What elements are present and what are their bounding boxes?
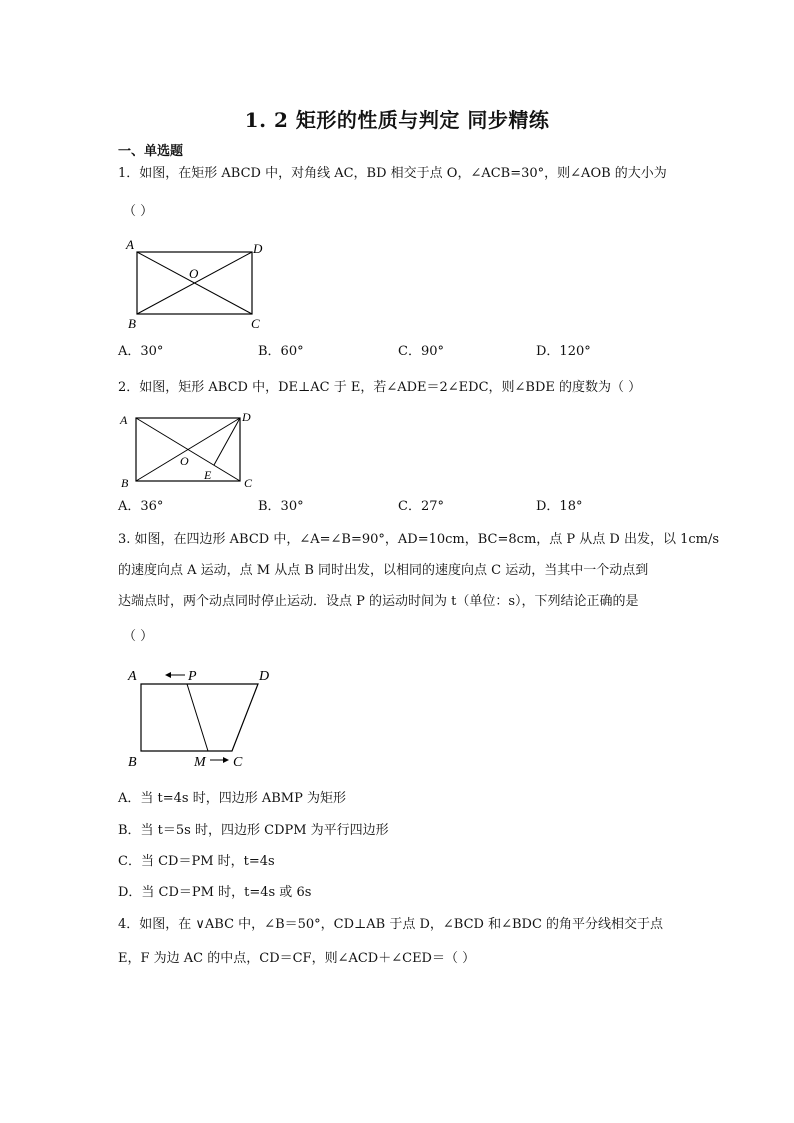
- q2-label-e: E: [204, 468, 212, 482]
- q3-label-c: C: [233, 755, 243, 770]
- q2-stem-line1: 2．如图，矩形 ABCD 中，DE⊥AC 于 E，若∠ADE＝2∠EDC，则∠BDE 的度数为（ ）: [118, 380, 642, 395]
- q1-label-c: C: [251, 316, 260, 331]
- q2-label-c: C: [244, 476, 253, 490]
- q2-label-o: O: [180, 454, 189, 468]
- q3-stem-line4: （ ）: [123, 629, 154, 644]
- q3-trapezoid-diagram: [120, 662, 290, 770]
- q4-stem-line1: 4．如图，在 ∨ABC 中，∠B＝50°，CD⊥AB 于点 D，∠BCD 和∠BDC 的角平分线相交于点: [118, 917, 664, 932]
- q1-option-d: D．120°: [536, 344, 591, 359]
- q3-stem-line2: 的速度向点 A 运动，点 M 从点 B 同时出发，以相同的速度向点 C 运动，当其中一个动点到: [118, 563, 649, 578]
- q2-label-a: A: [120, 413, 128, 427]
- q1-label-d: D: [253, 241, 263, 256]
- q2-option-d: D．18°: [536, 499, 583, 514]
- q3-segment-pm: [187, 684, 208, 751]
- q3-label-m: M: [194, 755, 206, 770]
- q3-stem-line3: 达端点时，两个动点同时停止运动．设点 P 的运动时间为 t（单位：s），下列结论正确的是: [118, 594, 639, 609]
- q2-option-b: B．30°: [258, 499, 304, 514]
- q2-rectangle-diagram: [116, 406, 266, 492]
- q1-option-b: B．60°: [258, 344, 304, 359]
- q3-option-c: C．当 CD＝PM 时，t=4s: [118, 854, 275, 869]
- q1-figure: [120, 236, 280, 336]
- q1-label-a: A: [126, 237, 134, 252]
- q1-label-b: B: [128, 316, 136, 331]
- q1-option-c: C．90°: [398, 344, 444, 359]
- q1-stem-line2: （ ）: [123, 204, 154, 219]
- q1-stem-line1: 1．如图，在矩形 ABCD 中，对角线 AC，BD 相交于点 O，∠ACB=30°，则∠AOB 的大小为: [118, 166, 667, 181]
- q3-label-a: A: [128, 669, 137, 684]
- q2-label-d: D: [242, 410, 251, 424]
- q2-label-b: B: [121, 476, 129, 490]
- q2-option-c: C．27°: [398, 499, 444, 514]
- q3-option-d: D．当 CD＝PM 时，t=4s 或 6s: [118, 885, 312, 900]
- q1-rectangle-diagram: [120, 236, 280, 336]
- q3-quadrilateral-abcd: [141, 684, 258, 751]
- section-heading: 一、单选题: [118, 144, 184, 159]
- q3-option-a: A．当 t=4s 时，四边形 ABMP 为矩形: [118, 791, 346, 806]
- page-title: 1. 2 矩形的性质与判定 同步精练: [244, 108, 550, 132]
- q2-segment-de: [214, 418, 240, 465]
- q3-arrow-m-head: [223, 757, 229, 763]
- q3-stem-line1: 3. 如图，在四边形 ABCD 中，∠A=∠B=90°，AD=10cm，BC=8cm，点 P 从点 D 出发，以 1cm/s: [118, 532, 720, 547]
- q2-figure: [116, 406, 266, 492]
- q3-label-b: B: [128, 755, 137, 770]
- q2-option-a: A．36°: [118, 499, 164, 514]
- q1-option-a: A．30°: [118, 344, 164, 359]
- q3-label-p: P: [188, 669, 197, 684]
- q3-figure: [120, 662, 290, 770]
- q3-option-b: B．当 t＝5s 时，四边形 CDPM 为平行四边形: [118, 823, 389, 838]
- q1-label-o: O: [189, 266, 199, 281]
- q4-stem-line2: E，F 为边 AC 的中点，CD＝CF，则∠ACD＋∠CED＝（ ）: [118, 951, 476, 966]
- q3-arrow-p-head: [165, 672, 171, 678]
- q3-label-d: D: [259, 669, 270, 684]
